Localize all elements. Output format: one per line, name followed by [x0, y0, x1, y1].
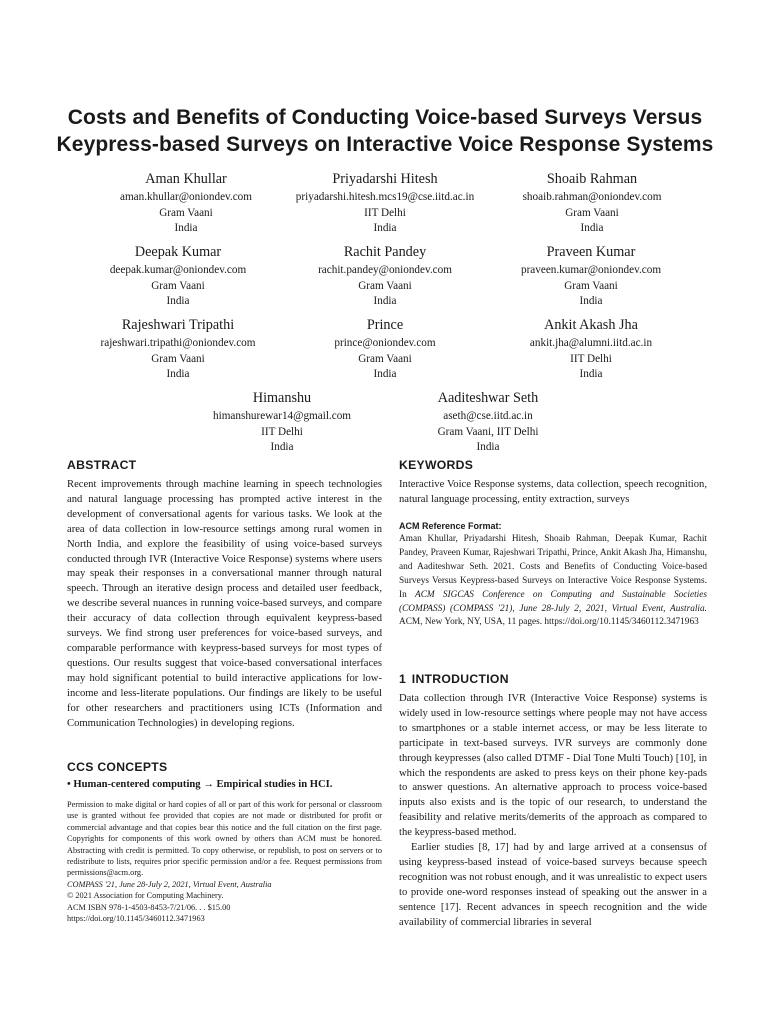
author-country: India — [373, 222, 397, 234]
author-email: aseth@cse.iitd.ac.in — [443, 410, 533, 422]
author-org: Gram Vaani — [151, 279, 205, 292]
author-block — [368, 389, 608, 456]
author-email: shoaib.rahman@oniondev.com — [522, 191, 662, 203]
author-name: Prince — [366, 317, 404, 333]
keywords-text: Interactive Voice Response systems, data collection, speech recognition, natural language processing, entity extraction, surveys — [399, 479, 707, 505]
author-email: aman.khullar@oniondev.com — [120, 191, 252, 203]
introduction-paragraph-1: Data collection through IVR (Interactive Voice Response) systems is widely used in low-resource settings where people may not have access to smartphones or a stable internet access, or may be less literate to participate in text-based surveys. IVR surveys are commonly done through keypresses (also called DTMF - Dial Tone Multi Touch) [10], in which the respondents are asked to press keys on their phone key-pads to answer questions. An alternative approach to process voice-based inputs also exists and is the topic of our research, to understand the feasibility and relative merits/demerits of the approach as compared to the keypress-based method. — [399, 693, 707, 839]
author-name: Rajeshwari Tripathi — [121, 317, 235, 333]
author-name: Praveen Kumar — [546, 244, 636, 260]
author-org: IIT Delhi — [261, 425, 303, 438]
author-org: IIT Delhi — [570, 352, 612, 365]
author-block — [58, 316, 298, 383]
permission-block — [67, 799, 382, 924]
venue-text: COMPASS '21, June 28-July 2, 2021, Virtual Event, Australia — [67, 879, 272, 889]
author-org: Gram Vaani — [358, 352, 412, 365]
author-country: India — [270, 441, 294, 453]
author-email: deepak.kumar@oniondev.com — [109, 264, 247, 276]
ccs-heading: CCS CONCEPTS — [67, 760, 168, 774]
author-email: praveen.kumar@oniondev.com — [520, 264, 662, 276]
reference-format-venue: ACM SIGCAS Conference on Computing and Sustainable Societies (COMPASS) (COMPASS '21), June 28-July 2, 2021, Virtual Event, Australia. — [399, 589, 707, 614]
keywords-heading: KEYWORDS — [399, 458, 474, 472]
author-country: India — [580, 222, 604, 234]
author-email: prince@oniondev.com — [334, 337, 436, 349]
author-org: Gram Vaani — [564, 279, 618, 292]
reference-format-text — [399, 533, 707, 630]
author-block — [162, 389, 402, 456]
author-name: Aaditeshwar Seth — [437, 390, 539, 406]
author-block — [265, 316, 505, 383]
author-org: IIT Delhi — [364, 206, 406, 219]
author-country: India — [373, 295, 397, 307]
abstract-heading: ABSTRACT — [67, 458, 137, 472]
copyright-text: © 2021 Association for Computing Machinery. — [67, 891, 224, 901]
author-country: India — [579, 368, 603, 380]
doi-text: https://doi.org/10.1145/3460112.3471963 — [67, 914, 205, 924]
reference-format-section — [399, 521, 707, 630]
author-email: ankit.jha@alumni.iitd.ac.in — [529, 337, 653, 349]
author-name: Ankit Akash Jha — [544, 317, 638, 333]
author-country: India — [373, 368, 397, 380]
author-org: Gram Vaani — [565, 206, 619, 219]
author-name: Shoaib Rahman — [546, 171, 638, 187]
author-email: rajeshwari.tripathi@oniondev.com — [100, 337, 256, 349]
author-name: Rachit Pandey — [343, 244, 427, 260]
author-org: Gram Vaani — [358, 279, 412, 292]
author-block — [471, 316, 711, 383]
title-line-2: Keypress-based Surveys on Interactive Voice Response Systems — [56, 133, 714, 156]
author-block — [265, 243, 505, 310]
permission-text: Permission to make digital or hard copies of all or part of this work for personal or classroom use is granted without fee provided that copies are not made or distributed for profit or commercial advantage and that copies bear this notice and the full citation on the first page. Copyrights for components of this work owned by others than ACM must be honored. Abstracting with credit is permitted. To copy otherwise, or republish, to post on servers or to redistribute to lists, requires prior specific permission and/or a fee. Request permissions from permissions@acm.org. — [67, 800, 382, 878]
author-block — [58, 243, 298, 310]
title-line-1: Costs and Benefits of Conducting Voice-based Surveys Versus — [67, 106, 703, 129]
introduction-heading: 1 INTRODUCTION — [399, 672, 509, 686]
author-country: India — [476, 441, 500, 453]
author-email: himanshurewar14@gmail.com — [213, 410, 351, 422]
author-name: Himanshu — [252, 390, 312, 406]
author-org: Gram Vaani — [151, 352, 205, 365]
reference-format-heading: ACM Reference Format: — [399, 521, 502, 531]
introduction-section — [399, 672, 707, 931]
author-country: India — [166, 295, 190, 307]
author-country: India — [166, 368, 190, 380]
author-country: India — [579, 295, 603, 307]
ccs-section — [67, 760, 382, 793]
paper-title — [40, 104, 730, 158]
author-block — [265, 170, 505, 237]
isbn-text: ACM ISBN 978-1-4503-8453-7/21/06. . . $15.00 — [67, 902, 231, 912]
author-name: Deepak Kumar — [134, 244, 222, 260]
left-column — [67, 458, 382, 731]
reference-format-text-b: ACM, New York, NY, USA, 11 pages. https://doi.org/10.1145/3460112.3471963 — [399, 617, 699, 628]
author-block — [471, 243, 711, 310]
author-block — [472, 170, 712, 237]
author-country: India — [174, 222, 198, 234]
author-name: Priyadarshi Hitesh — [332, 171, 438, 187]
author-email: priyadarshi.hitesh.mcs19@cse.iitd.ac.in — [295, 191, 475, 203]
author-email: rachit.pandey@oniondev.com — [318, 264, 452, 276]
reference-format-text-a: Aman Khullar, Priyadarshi Hitesh, Shoaib Rahman, Deepak Kumar, Rachit Pandey, Praveen Kumar, Rajeshwari Tripathi, Prince, Ankit Akash Jha, Himanshu, and Aaditeshwar Seth. 2021. Costs and Benefits of Conducting Voice-based Surveys Versus Keypress-based Surveys on Interactive Voice Response Systems. In — [399, 534, 707, 600]
author-org: Gram Vaani, IIT Delhi — [437, 425, 539, 438]
introduction-paragraph-2: Earlier studies [8, 17] had by and large arrived at a consensus of using keypress-based instead of voice-based surveys because speech recognition was not robust enough, and it was unrealistic to expect users to provide one-word responses instead of speaking out the answer in a sentence [17]. Recent advances in speech recognition and the wide availability of commercial libraries in several — [399, 842, 707, 928]
ccs-concepts: • Human-centered computing → Empirical studies in HCI. — [67, 779, 333, 790]
abstract-text: Recent improvements through machine learning in speech technologies and natural language processing has prompted active interest in the development of conversational agents for various tasks. We look at the area of data collection in low-resource settings among rural women in North India, and explore the feasibility of using voice-based surveys conducted through IVR (Interactive Voice Response) systems where users may speak their responses in a conversational manner through natural speech. Through an iterative design process and detailed user feedback, we describe several nuances in running voice-based surveys, and compare their accuracy of data collection through equivalent keypress-based surveys. We find strong user preferences for voice-based surveys, and comparable performance with keypress-based surveys for most types of questions. Our results suggest that voice-based conversational interfaces may hold significant potential to build interactive applications for low-income and less-literate populations. Our findings are likely to be useful for other researchers and practitioners using ICTs (Information and Communication Technologies) in developing regions. — [67, 479, 382, 729]
keywords-section — [399, 458, 707, 508]
author-org: Gram Vaani — [159, 206, 213, 219]
author-name: Aman Khullar — [145, 171, 227, 187]
